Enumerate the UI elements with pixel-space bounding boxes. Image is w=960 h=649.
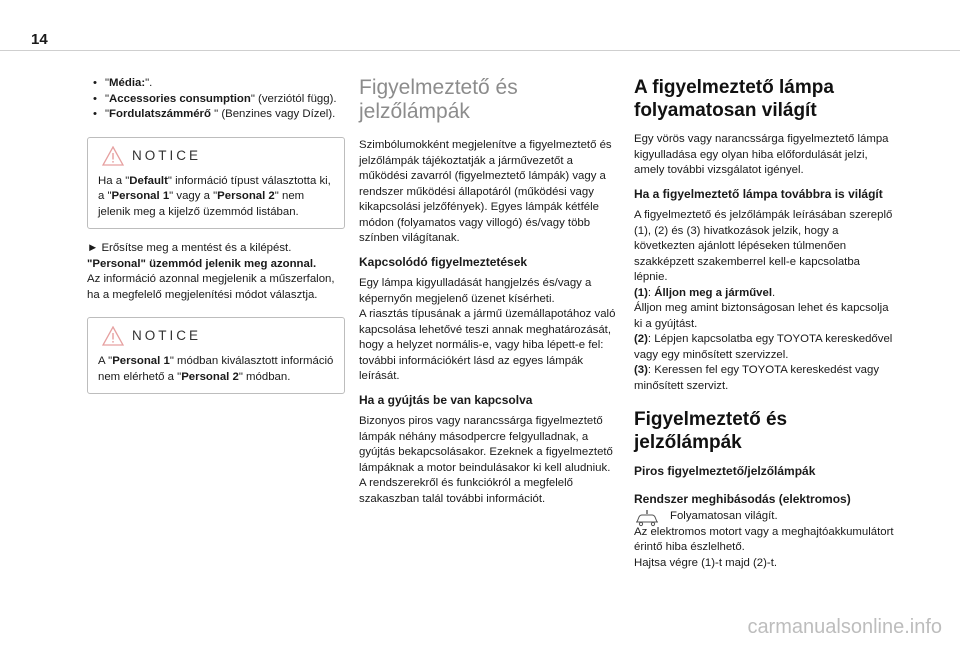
reference-3: (3): Keressen fel egy TOYOTA kereskedést vagy minősített szervizt. bbox=[634, 364, 880, 392]
notice-box bbox=[87, 317, 345, 394]
warning-triangle-icon bbox=[102, 146, 124, 166]
notice-text: Ha a "Default" információ típust választotta ki, a "Personal 1" vagy a "Personal 2" nem jelenik meg a kijelző üzemmód listában. bbox=[98, 174, 331, 218]
section-heading: A figyelmeztető lámpa folyamatosan világít bbox=[634, 77, 834, 121]
section-heading: Figyelmeztető és jelzőlámpák bbox=[359, 76, 518, 123]
header-rule bbox=[0, 50, 960, 51]
warning-triangle-icon bbox=[102, 326, 124, 346]
list-item: • "Média:". bbox=[105, 76, 345, 92]
reference-1: (1): Álljon meg a járművel. bbox=[634, 286, 776, 299]
arrow-icon: ► bbox=[87, 242, 99, 254]
watermark: carmanualsonline.info bbox=[747, 616, 942, 638]
subheading: Kapcsolódó figyelmeztetések bbox=[359, 254, 528, 269]
notice-text: A "Personal 1" módban kiválasztott információ nem elérhető a "Personal 2" módban. bbox=[98, 355, 334, 383]
notice-title: NOTICE bbox=[132, 328, 202, 344]
reference-2: (2): Lépjen kapcsolatba egy TOYOTA kereskedővel vagy egy minősített szervizzel. bbox=[634, 333, 893, 361]
subheading: Rendszer meghibásodás (elektromos) bbox=[634, 491, 851, 506]
display-mode-list bbox=[87, 76, 345, 123]
list-item: • "Fordulatszámmérő " (Benzines vagy Dízel). bbox=[105, 107, 345, 123]
page-number: 14 bbox=[31, 31, 48, 48]
notice-box bbox=[87, 137, 345, 230]
column-right: A figyelmeztető lámpa folyamatosan világít Egy vörös vagy narancssárga figyelmeztető lámpa kigyulladása egy olyan hiba előfordulását jelzi, amely további vizsgálatot igényel. Ha a figyelmeztető lámpa továbbra is világít A figyelmeztető és jelzőlámpák leírásában szereplő (1), (2) és (3) hivatkozások jelzik, hogy a következten ajánlott lépéseken túlmenően szakképzett szakemberrel kell-e kapcsolatba lépnie. (1): Álljon meg a járművel. Álljon meg amint biztonságosan lehet és kapcsolja ki a gyújtást. (2): Lépjen kapcsolatba egy TOYOTA kereskedővel vagy egy minősített szervizzel. (3): Keressen fel egy TOYOTA kereskedést vagy minősített szervizt. Figyelmeztető és jelzőlámpák Piros figyelmeztető/jelzőlámpák Rendszer meghibásodás (elektromos) Folyamatosan világít. Az elektromos motort vagy a meghajtóakkumulátort érintő hiba észlelhető. Hajtsa végre (1)-t majd (2)-t. bbox=[634, 76, 896, 571]
subheading: Piros figyelmeztető/jelzőlámpák bbox=[634, 464, 816, 478]
column-middle: Figyelmeztető és jelzőlámpák Szimbólumokként megjelenítve a figyelmeztető és jelzőlámpák tájékoztatják a járművezetőt a működési zavarról (figyelmeztető lámpák) vagy a rendszer működési állapotáról (működési vagy kikapcsolási jelzőfények). Egyes lámpák kétféle módon (folyamatos vagy villogó) és/vagy több színben világítanak. Kapcsolódó figyelmeztetések Egy lámpa kigyulladását hangjelzés és/vagy a képernyőn megjelenő üzenet kísérheti. A riasztás típusának a jármű üzemállapotához való kapcsolása lehetővé teszi annak meghatározását, hogy a helyzet normális-e, vagy hiba lépett-e fel: további információkért lásd az egyes lámpák leírását. Ha a gyújtás be van kapcsolva Bizonyos piros vagy narancssárga figyelmeztető lámpák néhány másodpercre felgyulladnak, a gyújtás bekapcsolásakor. Ezeknek a figyelmeztető lámpáknak a motor beindulásakor ki kell aludniuk. A rendszerekről és funkciókról a megfelelő szakaszban talál további információt. bbox=[359, 76, 621, 507]
column-left bbox=[87, 76, 345, 394]
subheading: Ha a figyelmeztető lámpa továbbra is világít bbox=[634, 186, 883, 201]
section-heading: Figyelmeztető és jelzőlámpák bbox=[634, 409, 788, 453]
list-item: • "Accessories consumption" (verziótól függ). bbox=[105, 92, 345, 108]
intro-paragraph: Szimbólumokként megjelenítve a figyelmeztető és jelzőlámpák tájékoztatják a járművezetőt a működési zavarról (figyelmeztető lámpák) vagy a rendszer működési állapotáról (működési vagy kikapcsolási jelzőfények). Egyes lámpák kétféle módon (folyamatos vagy villogó) és/vagy több színben világítanak. bbox=[359, 139, 612, 244]
subheading: Ha a gyújtás be van kapcsolva bbox=[359, 392, 533, 407]
warning-light-row: Folyamatosan világít. Az elektromos motort vagy a meghajtóakkumulátort érintő hiba észlelhető. bbox=[634, 510, 894, 553]
confirm-paragraph: ► Erősítse meg a mentést és a kilépést. "Personal" üzemmód jelenik meg azonnal. Az információ azonnal megjelenik a műszerfalon, ha a megfelelő megjelenítési módot választja. bbox=[87, 242, 335, 301]
notice-title: NOTICE bbox=[132, 147, 202, 163]
